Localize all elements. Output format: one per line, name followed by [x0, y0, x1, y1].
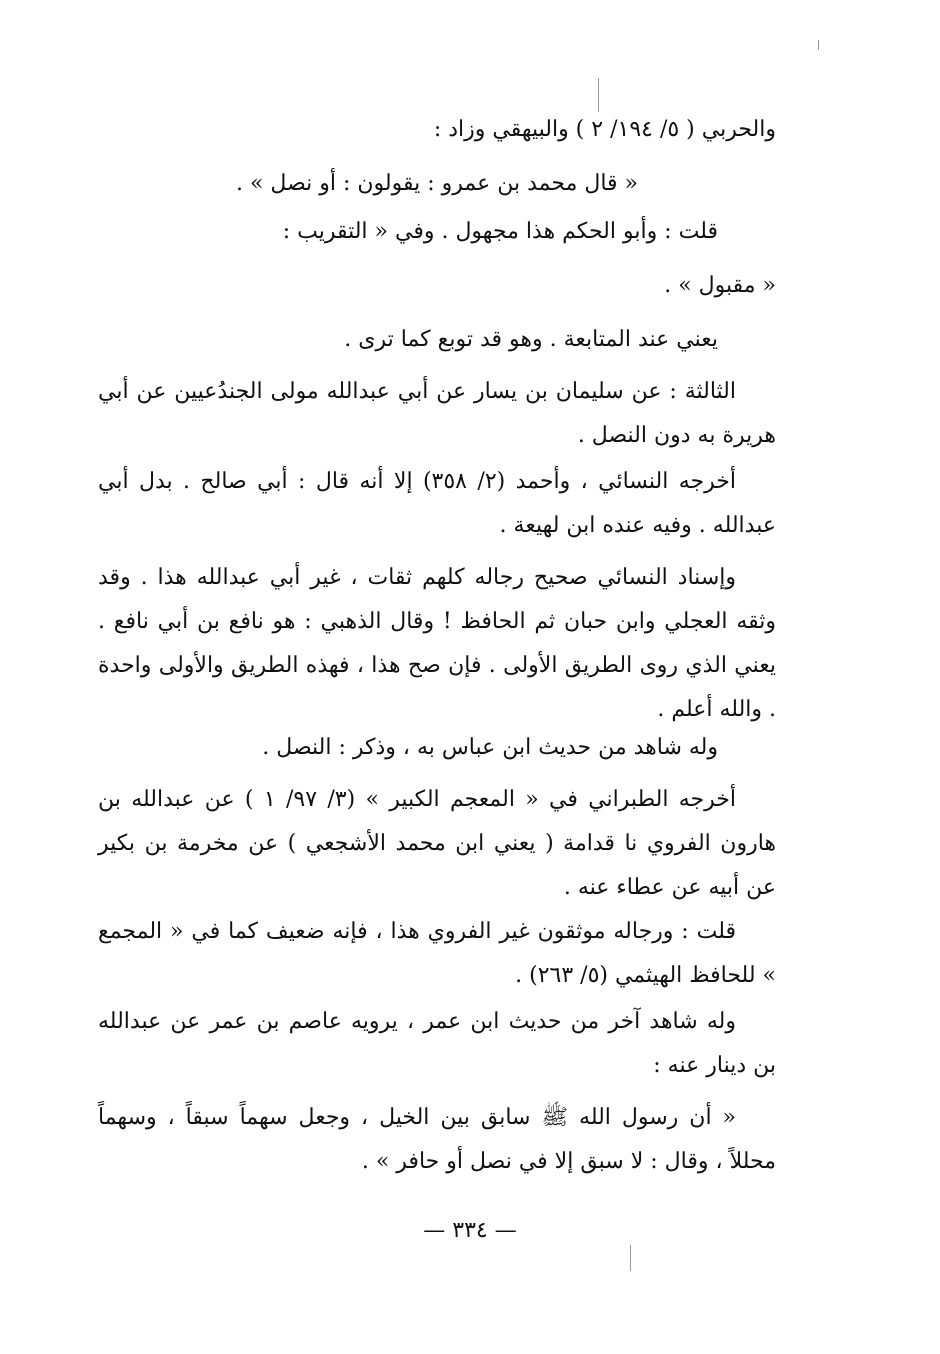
- paragraph-ibn-abbas: وله شاهد من حديث ابن عباس به ، وذكر : النصل .: [262, 735, 718, 760]
- page-number: — ٣٣٤ —: [423, 1218, 517, 1243]
- paragraph-ibn-umar: وله شاهد آخر من حديث ابن عمر ، يرويه عاصم بن عمر عن عبدالله بن دينار عنه :: [98, 1009, 776, 1078]
- scan-mark-top-right: [818, 40, 819, 50]
- quote-muhammad-bin-amr: « قال محمد بن عمرو : يقولون : أو نصل » .: [235, 171, 639, 196]
- hadith-quote: « أن رسول الله ﷺ سابق بين الخيل ، وجعل سهماً سبقاً ، وسهماً محللاً ، وقال : لا سبق إلا في نصل أو حافر » .: [98, 1105, 776, 1174]
- paragraph-farawi: قلت : ورجاله موثقون غير الفروي هذا ، فإنه ضعيف كما في « المجمع » للحافظ الهيثمي (٥/ ٢٦٣) .: [98, 919, 776, 988]
- paragraph-mutabaa: يعني عند المتابعة . وهو قد توبع كما ترى .: [344, 327, 718, 352]
- paragraph-third-route: الثالثة : عن سليمان بن يسار عن أبي عبدالله مولى الجندُعيين عن أبي هريرة به دون النصل .: [98, 379, 776, 448]
- paragraph-abu-hakam: قلت : وأبو الحكم هذا مجهول . وفي « التقريب :: [282, 219, 718, 244]
- paragraph-isnad: وإسناد النسائي صحيح رجاله كلهم ثقات ، غير أبي عبدالله هذا . وقد وثقه العجلي وابن حبان ثم الحافظ ! وقال الذهبي : هو نافع بن أبي نافع . يعني الذي روى الطريق الأولى . فإن صح هذا ، فهذه الطريق والأولى واحدة . والله أعلم .: [98, 565, 776, 722]
- quote-maqbul: « مقبول » .: [664, 273, 776, 298]
- scan-mark-bottom: [630, 1245, 631, 1271]
- line-citation: والحربي ( ٥/ ١٩٤/ ٢ ) والبيهقي وزاد :: [433, 117, 776, 142]
- scan-mark-top: [598, 78, 599, 112]
- paragraph-nasai: أخرجه النسائي ، وأحمد (٢/ ٣٥٨) إلا أنه قال : أبي صالح . بدل أبي عبدالله . وفيه عنده ابن لهيعة .: [98, 469, 776, 538]
- paragraph-tabarani: أخرجه الطبراني في « المعجم الكبير » (٣/ ٩٧/ ١ ) عن عبدالله بن هارون الفروي نا قدامة ( يعني ابن محمد الأشجعي ) عن مخرمة بن بكير عن أبيه عن عطاء عنه .: [98, 787, 776, 900]
